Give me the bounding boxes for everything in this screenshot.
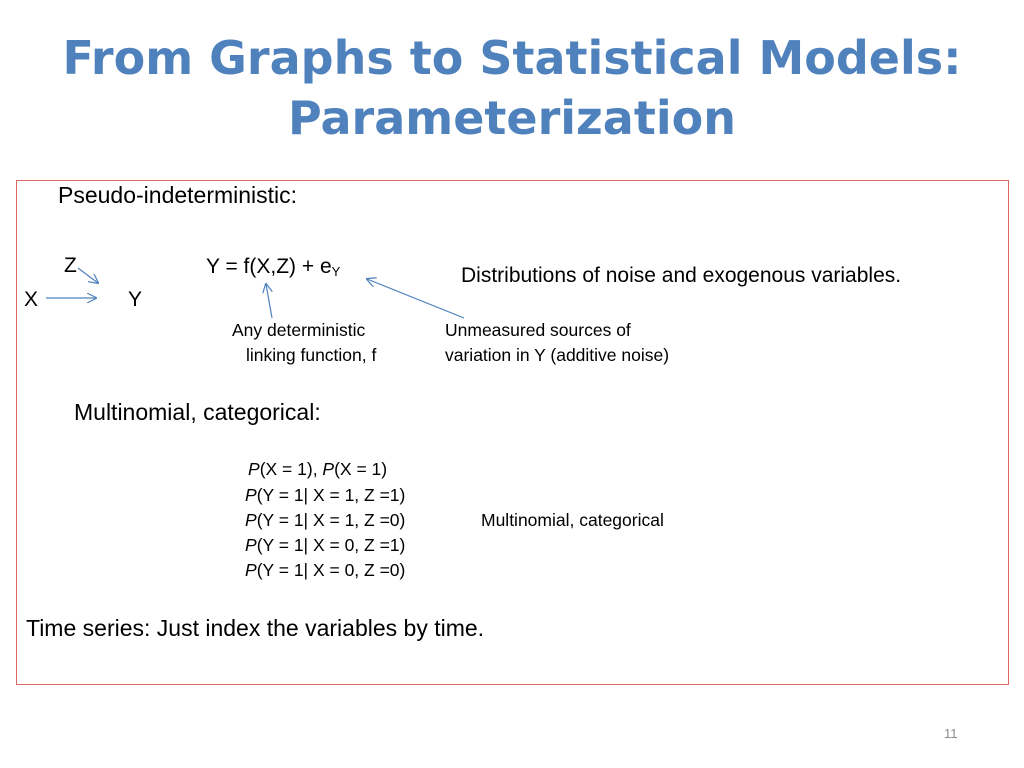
equation-subscript: Y — [331, 264, 341, 279]
prob-symbol: P — [245, 535, 257, 555]
prob-line — [248, 459, 387, 480]
slide-title-line-1: From Graphs to Statistical Models: — [62, 31, 962, 85]
prob-text: (Y = 1| X = 0, Z =1) — [256, 535, 406, 555]
pseudo-heading: Pseudo-indeterministic: — [58, 182, 298, 208]
prob-text: (X = 1), — [259, 459, 323, 479]
func-label-line-1: Any deterministic — [232, 320, 366, 340]
prob-text: (Y = 1| X = 0, Z =0) — [256, 560, 406, 580]
graph-node-x: X — [24, 288, 39, 311]
prob-symbol: P — [245, 485, 257, 505]
timeseries-text: Time series: Just index the variables by time. — [26, 615, 485, 641]
prob-line — [245, 485, 405, 506]
prob-symbol: P — [245, 510, 257, 530]
prob-symbol: P — [322, 459, 335, 479]
arrow-z-to-y — [78, 268, 98, 283]
noise-label-line-1: Unmeasured sources of — [445, 320, 631, 340]
prob-text: (Y = 1| X = 1, Z =0) — [256, 510, 406, 530]
multinomial-side-label: Multinomial, categorical — [481, 510, 664, 530]
prob-line — [245, 560, 405, 581]
prob-line — [245, 510, 405, 531]
prob-text: (X = 1) — [334, 459, 388, 479]
prob-text: (Y = 1| X = 1, Z =1) — [256, 485, 406, 505]
slide-number: 11 — [944, 726, 958, 741]
arrow-to-function — [266, 284, 272, 318]
arrow-to-noise — [367, 279, 464, 318]
equation-main: Y = f(X,Z) + e — [206, 255, 332, 278]
graph-node-z: Z — [64, 254, 77, 277]
distributions-note: Distributions of noise and exogenous variables. — [461, 264, 902, 287]
multinomial-heading: Multinomial, categorical: — [74, 399, 321, 425]
slide-title-line-2: Parameterization — [288, 91, 736, 145]
graph-node-y: Y — [128, 288, 143, 311]
prob-line — [245, 535, 405, 556]
noise-label-line-2: variation in Y (additive noise) — [445, 345, 670, 365]
prob-symbol: P — [248, 459, 260, 479]
func-label-line-2: linking function, f — [246, 345, 377, 365]
prob-symbol: P — [245, 560, 257, 580]
